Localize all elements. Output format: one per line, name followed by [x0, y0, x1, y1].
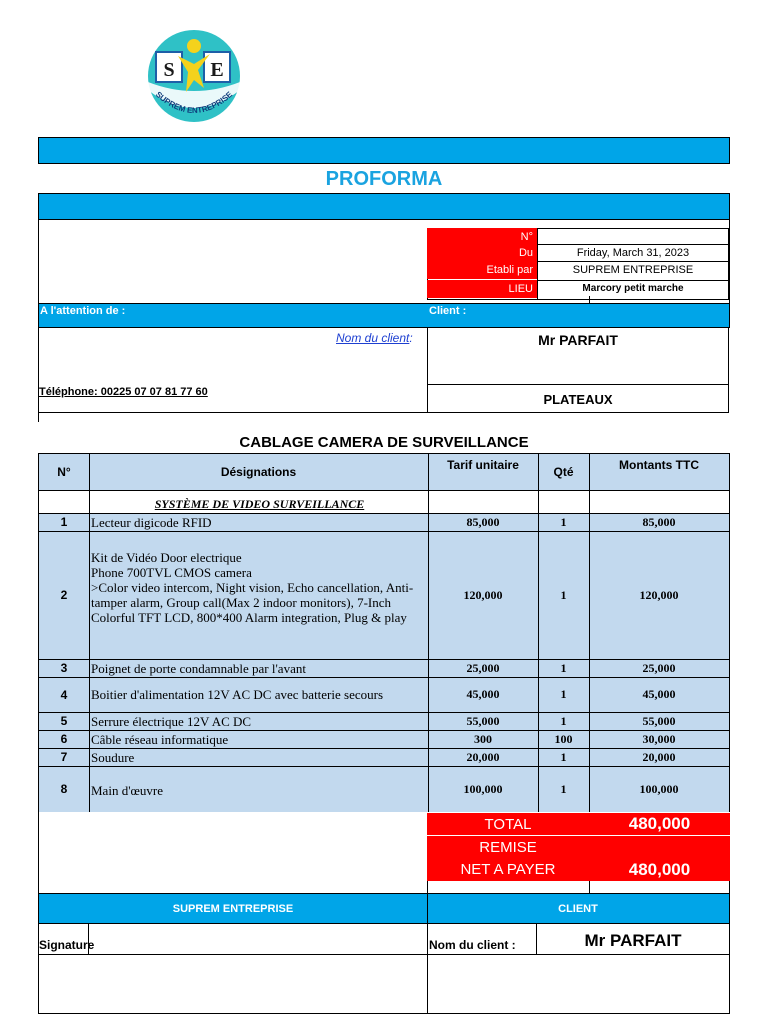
row-1-amount: 85,000: [642, 514, 676, 529]
row-6-qty: 100: [554, 731, 573, 746]
remise-value: [589, 836, 730, 858]
row-1-designation: Lecteur digicode RFID: [91, 515, 212, 530]
row-8-designation: Main d'œuvre: [91, 783, 164, 798]
row-2-amount: 120,000: [639, 587, 679, 602]
total-value: 480,000: [589, 813, 730, 835]
row-8-num: 8: [60, 782, 68, 796]
client-location: PLATEAUX: [543, 391, 613, 407]
title-banner: [38, 193, 730, 220]
telephone: Téléphone: 00225 07 07 81 77 60: [39, 386, 208, 398]
section-title: CABLAGE CAMERA DE SURVEILLANCE: [239, 433, 529, 451]
footer-client-label: CLIENT: [558, 902, 598, 915]
net-label: NET A PAYER: [427, 858, 589, 881]
row-3-designation: Poignet de porte condamnable par l'avant: [91, 661, 306, 676]
header-num: N°: [57, 465, 71, 479]
row-7-designation: Soudure: [91, 750, 135, 765]
company-logo: [142, 30, 246, 128]
row-7-price: 20,000: [466, 749, 500, 764]
row-3-amount: 25,000: [642, 660, 676, 675]
footer-client-name: Mr PARFAIT: [584, 931, 682, 950]
row-4-designation: Boitier d'alimentation 12V AC DC avec batterie secours: [91, 687, 384, 702]
svg-text:SUPREM ENTREPRISE: SUPREM ENTREPRISE: [153, 89, 235, 116]
total-label: TOTAL: [427, 813, 589, 835]
row-4-price: 45,000: [466, 687, 500, 701]
row-2-designation: Kit de Vidéo Door electrique Phone 700TVL CMOS camera >Color video intercom, Night vision, Echo cancellation, Anti-tamper alarm, Group call(Max 2 indoor monitors), 7-Inch Colorful TFT LCD, 800*400 Alarm integration, Plug & play: [91, 550, 414, 625]
items-table: [38, 453, 730, 812]
row-7-num: 7: [60, 750, 68, 764]
row-6-amount: 30,000: [642, 731, 676, 746]
header-amount: Montants TTC: [619, 458, 699, 472]
row-5-num: 5: [60, 714, 68, 728]
row-1-qty: 1: [560, 514, 567, 529]
footer-client-name-label: Nom du client :: [429, 938, 516, 952]
net-value: 480,000: [589, 858, 730, 881]
row-8-price: 100,000: [463, 781, 503, 796]
page-title: PROFORMA: [325, 167, 443, 190]
row-2-num: 2: [60, 588, 68, 602]
client-label: Client :: [429, 305, 467, 317]
svg-text:S: S: [163, 59, 175, 81]
svg-text:E: E: [210, 59, 224, 81]
row-5-designation: Serrure électrique 12V AC DC: [91, 714, 252, 729]
row-6-designation: Câble réseau informatique: [91, 732, 229, 747]
row-5-qty: 1: [560, 713, 567, 728]
row-5-price: 55,000: [466, 713, 500, 728]
info-row-number: N°: [427, 228, 729, 246]
top-banner: [38, 137, 730, 164]
row-3-qty: 1: [560, 660, 567, 675]
header-qty: Qté: [553, 465, 574, 479]
row-7-amount: 20,000: [642, 749, 676, 764]
client-name-label: Nom du client:: [336, 331, 413, 345]
remise-label: REMISE: [427, 836, 589, 858]
row-5-amount: 55,000: [642, 713, 676, 728]
row-1-price: 85,000: [466, 514, 500, 529]
row-1-num: 1: [60, 515, 68, 529]
row-6-num: 6: [60, 732, 68, 746]
header-designation: Désignations: [220, 465, 297, 479]
row-7-qty: 1: [560, 749, 567, 764]
row-2-price: 120,000: [463, 587, 503, 602]
info-row-established: Etabli par SUPREM ENTREPRISE: [427, 261, 729, 279]
row-3-price: 25,000: [466, 660, 500, 675]
row-4-num: 4: [60, 687, 68, 702]
row-2-qty: 1: [560, 587, 567, 602]
table-subtitle: SYSTÈME DE VIDEO SURVEILLANCE: [154, 497, 365, 511]
row-4-amount: 45,000: [642, 687, 676, 701]
row-8-qty: 1: [560, 781, 567, 796]
attention-label: A l'attention de :: [40, 305, 126, 317]
signature-label: Signature: [39, 938, 95, 952]
info-row-date: Du Friday, March 31, 2023: [427, 244, 729, 262]
row-8-amount: 100,000: [639, 781, 679, 796]
row-6-price: 300: [474, 731, 492, 746]
row-3-num: 3: [60, 661, 68, 675]
header-price: Tarif unitaire: [447, 458, 519, 472]
info-row-location: LIEU Marcory petit marche: [427, 280, 729, 298]
attention-bar: [38, 303, 730, 328]
client-name: Mr PARFAIT: [538, 332, 618, 348]
footer-company-label: SUPREM ENTREPRISE: [172, 902, 294, 915]
row-4-qty: 1: [560, 687, 567, 701]
